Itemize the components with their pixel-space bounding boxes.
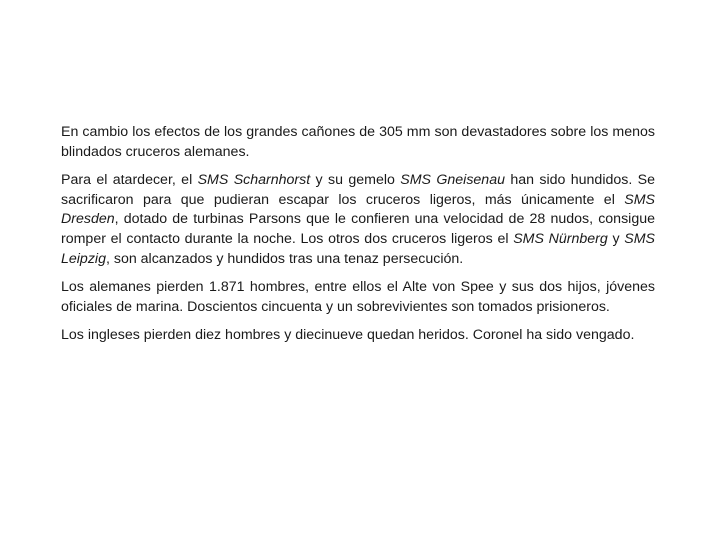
paragraph-text: En cambio los efectos de los grandes cañones de 305 mm son devastadores sobre los menos blindados cruceros alemanes.	[61, 124, 655, 160]
ship-name-nurnberg: SMS Nürnberg	[513, 230, 608, 247]
paragraph-text: , son alcanzados y hundidos tras una tenaz persecución.	[105, 250, 464, 267]
paragraph-text: Los ingleses pierden diez hombres y diecinueve quedan heridos. Coronel ha sido vengado.	[61, 327, 635, 344]
paragraph-1	[61, 123, 655, 162]
paragraph-text: y	[607, 230, 625, 247]
ship-name-gneisenau: SMS Gneisenau	[400, 172, 505, 189]
paragraph-text: y su gemelo	[310, 172, 401, 189]
paragraph-text: Los alemanes pierden 1.871 hombres, entre ellos el Alte von Spee y sus dos hijos, jóvenes oficiales de marina. Doscientos cincuenta y un sobrevivientes son tomados prisioneros.	[61, 279, 655, 315]
document-body	[61, 123, 655, 355]
paragraph-2	[61, 171, 655, 269]
ship-name-leipzig: SMS Leipzig	[61, 230, 656, 267]
ship-name-scharnhorst: SMS Scharnhorst	[197, 172, 311, 189]
paragraph-text: Para el atardecer, el	[61, 172, 198, 189]
ship-name-dresden: SMS Dresden	[61, 191, 655, 228]
paragraph-text: , dotado de turbinas Parsons que le confieren una velocidad de 28 nudos, consigue romper el contacto durante la noche. Los otros dos cruceros ligeros el	[61, 211, 655, 247]
paragraph-4	[61, 326, 655, 346]
paragraph-3	[61, 278, 655, 317]
paragraph-text: han sido hundidos. Se sacrificaron para que pudieran escapar los cruceros ligeros, más únicamente el	[61, 172, 655, 208]
